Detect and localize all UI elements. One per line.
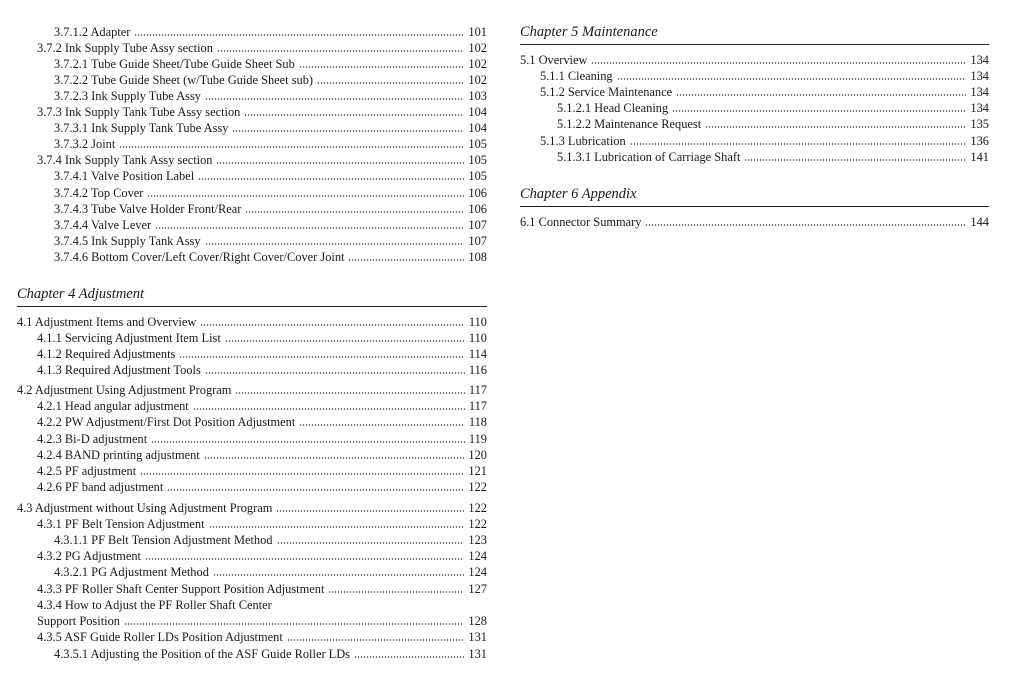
dot-leader [276, 510, 464, 512]
dot-leader [205, 372, 465, 374]
toc-entry-title: 5.1.2 Service Maintenance [540, 85, 673, 99]
toc-page-number: 122 [468, 501, 487, 515]
toc-entry[interactable] [17, 628, 487, 644]
toc-entry-title: 4.2 Adjustment Using Adjustment Program [17, 383, 232, 397]
dot-leader [217, 50, 465, 52]
dot-leader [617, 78, 967, 80]
toc-page-number: 122 [468, 517, 487, 531]
toc-page-number: 104 [468, 121, 487, 135]
dot-leader [204, 457, 465, 459]
toc-entry-title: 3.7.4.5 Ink Supply Tank Assy [54, 234, 201, 248]
dot-leader [317, 82, 464, 84]
toc-page-number: 136 [970, 134, 989, 148]
toc-page-number: 106 [468, 186, 487, 200]
toc-entry-title: 4.3.1 PF Belt Tension Adjustment [37, 517, 205, 531]
toc-entry[interactable] [17, 200, 487, 216]
toc-page-number: 118 [468, 415, 487, 429]
dot-leader [235, 392, 464, 394]
dot-leader [124, 623, 464, 625]
toc-page-number: 128 [468, 614, 487, 628]
toc-entry[interactable] [17, 499, 487, 515]
toc-page-number: 120 [468, 448, 487, 462]
toc-entry[interactable] [17, 612, 487, 628]
toc-entry[interactable] [17, 361, 487, 377]
toc-entry[interactable] [520, 83, 989, 99]
toc-entry[interactable] [17, 39, 487, 55]
toc-page-number: 131 [468, 647, 487, 661]
dot-leader [287, 639, 465, 641]
dot-leader [299, 424, 465, 426]
toc-page-number: 134 [970, 53, 989, 67]
dot-leader [151, 441, 465, 443]
toc-entry-title: 3.7.3.1 Ink Supply Tank Tube Assy [54, 121, 229, 135]
dot-leader [140, 473, 464, 475]
toc-entry-title: 6.1 Connector Summary [520, 215, 642, 229]
dot-leader [179, 356, 465, 358]
toc-page-number: 119 [468, 432, 487, 446]
toc-page-number: 124 [468, 549, 487, 563]
dot-leader [348, 259, 464, 261]
chapter-heading: Chapter 5 Maintenance [520, 24, 989, 45]
toc-entry-title: 4.1.1 Servicing Adjustment Item List [37, 331, 221, 345]
chapter-heading: Chapter 6 Appendix [520, 186, 989, 207]
toc-entry-title: 3.7.4.2 Top Cover [54, 186, 144, 200]
toc-entry-title: 4.2.1 Head angular adjustment [37, 399, 189, 413]
dot-leader [205, 243, 465, 245]
toc-entry[interactable] [520, 115, 989, 131]
toc-entry[interactable] [520, 132, 989, 148]
toc-page-number: 102 [468, 73, 487, 87]
toc-entry-title: 4.3.2 PG Adjustment [37, 549, 141, 563]
toc-entry[interactable] [17, 87, 487, 103]
toc-entry-title: 4.1.2 Required Adjustments [37, 347, 176, 361]
toc-entry-title: 4.2.2 PW Adjustment/First Dot Position Adjustment [37, 415, 296, 429]
toc-entry-title: 4.3 Adjustment without Using Adjustment Program [17, 501, 273, 515]
toc-entry-title: 3.7.4 Ink Supply Tank Assy section [37, 153, 213, 167]
toc-entry-title: 5.1.2.2 Maintenance Request [557, 117, 702, 131]
toc-entry-title: 4.2.5 PF adjustment [37, 464, 137, 478]
toc-entry-title: 4.3.3 PF Roller Shaft Center Support Position Adjustment [37, 582, 325, 596]
toc-entry-title: 4.3.5.1 Adjusting the Position of the ASF Guide Roller LDs [54, 647, 351, 661]
dot-leader [145, 558, 464, 560]
toc-entry-title: 5.1.3.1 Lubrication of Carriage Shaft [557, 150, 741, 164]
toc-page-number: 121 [468, 464, 487, 478]
dot-leader [167, 489, 464, 491]
toc-entry-title: 3.7.4.4 Valve Lever [54, 218, 152, 232]
toc-entry[interactable] [17, 645, 487, 661]
toc-entry-title: 3.7.4.6 Bottom Cover/Left Cover/Right Cover/Cover Joint [54, 250, 345, 264]
dot-leader [245, 211, 464, 213]
toc-entry-title: 4.1.3 Required Adjustment Tools [37, 363, 201, 377]
dot-leader [213, 574, 465, 576]
toc-entry-title: 3.7.1.2 Adapter [54, 25, 131, 39]
toc-page-number: 107 [468, 234, 487, 248]
toc-page-number: 104 [468, 105, 487, 119]
toc-entry[interactable] [17, 184, 487, 200]
toc-entry-title: 4.2.4 BAND printing adjustment [37, 448, 200, 462]
toc-entry[interactable] [17, 71, 487, 87]
toc-entry[interactable] [17, 55, 487, 71]
dot-leader [232, 130, 464, 132]
toc-entry-title: 4.3.5 ASF Guide Roller LDs Position Adjustment [37, 630, 283, 644]
toc-page-number: 102 [468, 41, 487, 55]
toc-page-number: 105 [468, 137, 487, 151]
toc-page-number: 103 [468, 89, 487, 103]
dot-leader [676, 94, 966, 96]
dot-leader [198, 178, 464, 180]
toc-page-number: 110 [468, 331, 487, 345]
toc-entry[interactable] [17, 563, 487, 579]
dot-leader [225, 340, 465, 342]
toc-entry-title: 3.7.2.2 Tube Guide Sheet (w/Tube Guide Sheet sub) [54, 73, 314, 87]
toc-entry[interactable] [17, 462, 487, 478]
toc-entry-title: 3.7.3 Ink Supply Tank Tube Assy section [37, 105, 241, 119]
toc-entry[interactable] [17, 478, 487, 494]
toc-page-number: 101 [468, 25, 487, 39]
toc-entry[interactable] [17, 248, 487, 264]
toc-page-number: 123 [468, 533, 487, 547]
toc-page-number: 127 [468, 582, 487, 596]
toc-entry[interactable] [17, 151, 487, 167]
dot-leader [155, 227, 464, 229]
dot-leader [205, 98, 464, 100]
toc-page-number: 122 [468, 480, 487, 494]
toc-entry[interactable] [17, 313, 487, 329]
toc-page-number: 124 [468, 565, 487, 579]
toc-entry[interactable] [17, 167, 487, 183]
toc-entry[interactable] [520, 51, 989, 67]
dot-leader [705, 126, 966, 128]
toc-entry[interactable] [17, 547, 487, 563]
toc-page-number: 105 [468, 153, 487, 167]
dot-leader [744, 159, 966, 161]
toc-page-number: 117 [468, 399, 487, 413]
dot-leader [299, 66, 465, 68]
toc-page-number: 110 [468, 315, 487, 329]
dot-leader [200, 324, 465, 326]
toc-entry-title: 4.3.1.1 PF Belt Tension Adjustment Method [54, 533, 273, 547]
toc-page-number: 141 [970, 150, 989, 164]
dot-leader [277, 542, 465, 544]
toc-entry-title: 3.7.4.3 Tube Valve Holder Front/Rear [54, 202, 242, 216]
toc-entry-title: 5.1.1 Cleaning [540, 69, 613, 83]
toc-entry[interactable] [17, 531, 487, 547]
toc-entry[interactable] [17, 515, 487, 531]
toc-entry[interactable] [17, 23, 487, 39]
toc-entry-title: 4.1 Adjustment Items and Overview [17, 315, 197, 329]
toc-page-number: 102 [468, 57, 487, 71]
dot-leader [672, 110, 966, 112]
dot-leader [209, 526, 465, 528]
toc-page-number: 117 [468, 383, 487, 397]
toc-page-number: 131 [468, 630, 487, 644]
toc-entry[interactable] [17, 232, 487, 248]
toc-entry[interactable] [17, 381, 487, 397]
toc-page-number: 114 [468, 347, 487, 361]
dot-leader [645, 224, 966, 226]
dot-leader [134, 34, 464, 36]
toc-entry-title: 4.2.3 Bi-D adjustment [37, 432, 148, 446]
toc-entry-title: 4.3.2.1 PG Adjustment Method [54, 565, 209, 579]
toc-entry[interactable] [520, 99, 989, 115]
toc-entry-title: 5.1.2.1 Head Cleaning [557, 101, 669, 115]
dot-leader [244, 114, 464, 116]
dot-leader [328, 591, 464, 593]
dot-leader [591, 62, 966, 64]
toc-entry[interactable] [17, 216, 487, 232]
toc-page-number: 144 [970, 215, 989, 229]
toc-entry[interactable] [17, 135, 487, 151]
toc-entry[interactable] [17, 580, 487, 596]
toc-page-number: 108 [468, 250, 487, 264]
toc-entry[interactable] [17, 345, 487, 361]
dot-leader [193, 408, 465, 410]
toc-entry[interactable] [17, 397, 487, 413]
toc-entry-title: 5.1 Overview [520, 53, 588, 67]
toc-entry[interactable] [17, 119, 487, 135]
dot-leader [354, 656, 464, 658]
toc-page-number: 134 [970, 101, 989, 115]
dot-leader [630, 143, 967, 145]
dot-leader [119, 146, 464, 148]
toc-entry[interactable] [520, 148, 989, 164]
toc-entry-title: 3.7.2.3 Ink Supply Tube Assy [54, 89, 201, 103]
dot-leader [147, 195, 464, 197]
toc-entry[interactable] [17, 103, 487, 119]
toc-entry[interactable] [520, 213, 989, 229]
chapter-heading: Chapter 4 Adjustment [17, 286, 487, 307]
dot-leader [216, 162, 464, 164]
toc-entry-title: 3.7.2 Ink Supply Tube Assy section [37, 41, 213, 55]
toc-page-number: 135 [970, 117, 989, 131]
toc-entry[interactable] [17, 430, 487, 446]
toc-entry[interactable] [17, 329, 487, 345]
toc-entry-title: Support Position [37, 614, 120, 628]
toc-page-number: 106 [468, 202, 487, 216]
toc-page-number: 116 [468, 363, 487, 377]
toc-page-number: 105 [468, 169, 487, 183]
toc-entry[interactable] [17, 413, 487, 429]
toc-entry[interactable] [17, 446, 487, 462]
toc-entry-title: 3.7.2.1 Tube Guide Sheet/Tube Guide Sheet Sub [54, 57, 295, 71]
toc-page-number: 107 [468, 218, 487, 232]
toc-page-number: 134 [970, 69, 989, 83]
toc-entry-title: 5.1.3 Lubrication [540, 134, 626, 148]
toc-entry-title: 4.2.6 PF band adjustment [37, 480, 164, 494]
toc-page-number: 134 [970, 85, 989, 99]
toc-entry-title: 3.7.3.2 Joint [54, 137, 116, 151]
toc-entry-title: 3.7.4.1 Valve Position Label [54, 169, 195, 183]
toc-entry[interactable] [520, 67, 989, 83]
toc-entry-line[interactable]: 4.3.4 How to Adjust the PF Roller Shaft Center [37, 598, 272, 612]
